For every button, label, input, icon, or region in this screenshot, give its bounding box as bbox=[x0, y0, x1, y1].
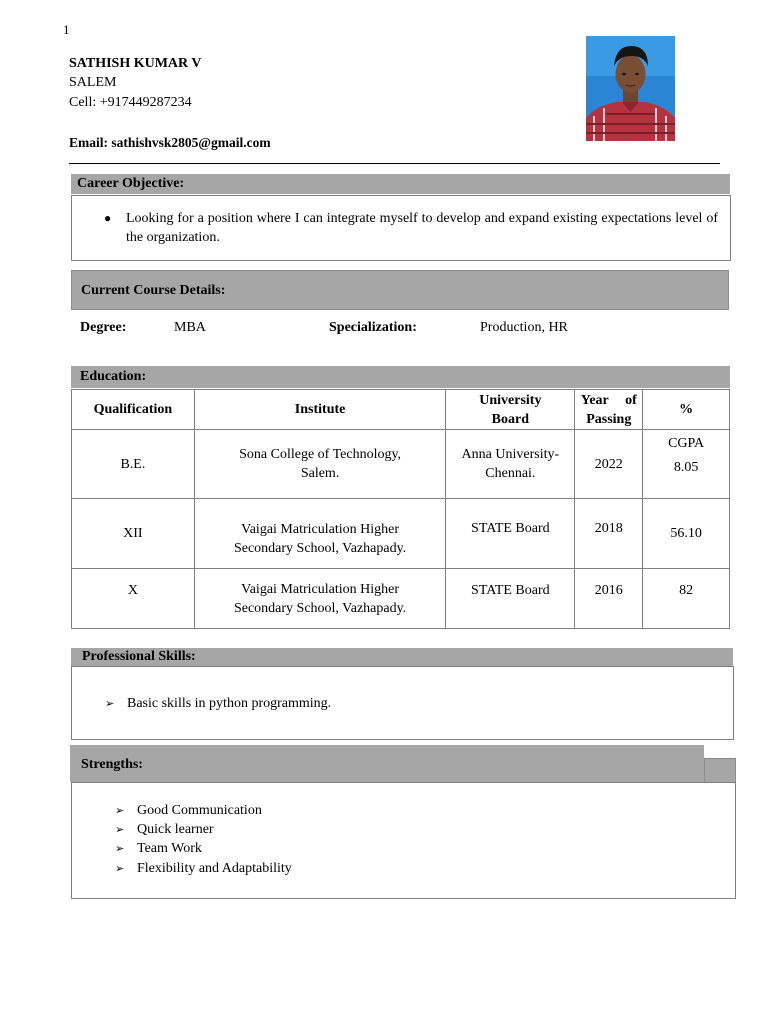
arrow-bullet-icon: ➢ bbox=[115, 804, 125, 817]
degree-value: MBA bbox=[174, 320, 206, 335]
column-header-year: Year of Passing bbox=[575, 390, 643, 430]
list-item: ➢ Good Communication bbox=[115, 803, 262, 818]
candidate-email: Email: sathishvsk2805@gmail.com bbox=[69, 135, 271, 150]
strengths-box bbox=[71, 782, 736, 899]
cell-percent: 82 bbox=[643, 569, 730, 629]
arrow-bullet-icon: ➢ bbox=[115, 842, 125, 855]
cgpa-value: 8.05 bbox=[673, 460, 699, 475]
professional-skills-heading: Professional Skills: bbox=[71, 648, 733, 666]
arrow-bullet-icon: ➢ bbox=[115, 862, 125, 875]
candidate-city: SALEM bbox=[69, 75, 117, 90]
cell-percent: 56.10 bbox=[643, 499, 730, 569]
header-divider bbox=[69, 163, 720, 164]
list-item: ➢ Quick learner bbox=[115, 822, 214, 837]
cell-percent bbox=[643, 430, 730, 499]
cell-year: 2016 bbox=[575, 569, 643, 629]
profile-photo bbox=[586, 36, 675, 141]
cell-institute: Vaigai Matriculation Higher Secondary School, Vazhapady. bbox=[194, 569, 446, 629]
column-header-qualification: Qualification bbox=[72, 390, 195, 430]
cell-institute: Vaigai Matriculation Higher Secondary School, Vazhapady. bbox=[194, 499, 446, 569]
arrow-bullet-icon: ➢ bbox=[105, 697, 115, 710]
column-header-percent: % bbox=[643, 390, 730, 430]
list-item: ➢ Flexibility and Adaptability bbox=[115, 861, 292, 876]
cell-year: 2022 bbox=[575, 430, 643, 499]
current-course-heading: Current Course Details: bbox=[71, 270, 729, 310]
cgpa-label: CGPA bbox=[668, 436, 705, 451]
cell-qualification: X bbox=[72, 569, 195, 629]
cell-board: Anna University-Chennai. bbox=[446, 430, 575, 499]
specialization-label: Specialization: bbox=[329, 320, 417, 335]
cell-qualification: B.E. bbox=[72, 430, 195, 499]
candidate-phone: Cell: +917449287234 bbox=[69, 95, 192, 110]
education-table bbox=[71, 389, 730, 629]
cell-qualification: XII bbox=[72, 499, 195, 569]
bullet-icon: ● bbox=[104, 211, 112, 225]
cell-year: 2018 bbox=[575, 499, 643, 569]
list-item: ➢ Basic skills in python programming. bbox=[105, 696, 332, 711]
cell-institute: Sona College of Technology, Salem. bbox=[194, 430, 446, 499]
education-heading: Education: bbox=[71, 366, 730, 388]
table-row bbox=[72, 430, 730, 499]
page-number: 1 bbox=[63, 22, 70, 37]
column-header-board: University Board bbox=[446, 390, 575, 430]
career-objective-heading: Career Objective: bbox=[71, 174, 730, 194]
career-objective-text: Looking for a position where I can integrate myself to develop and expand existing expectations level of the organization. bbox=[126, 211, 718, 245]
career-objective-box bbox=[71, 195, 731, 261]
table-row bbox=[72, 569, 730, 629]
candidate-name: SATHISH KUMAR V bbox=[69, 56, 202, 71]
strengths-heading-tab bbox=[704, 758, 736, 782]
degree-label: Degree: bbox=[80, 320, 127, 335]
list-item: ➢ Team Work bbox=[115, 841, 202, 856]
arrow-bullet-icon: ➢ bbox=[115, 823, 125, 836]
column-header-institute: Institute bbox=[194, 390, 446, 430]
strengths-heading: Strengths: bbox=[70, 745, 704, 782]
specialization-value: Production, HR bbox=[480, 320, 568, 335]
professional-skills-box bbox=[71, 666, 734, 740]
cell-board: STATE Board bbox=[446, 569, 575, 629]
table-header-row bbox=[72, 390, 730, 430]
table-row bbox=[72, 499, 730, 569]
cell-board: STATE Board bbox=[446, 499, 575, 569]
